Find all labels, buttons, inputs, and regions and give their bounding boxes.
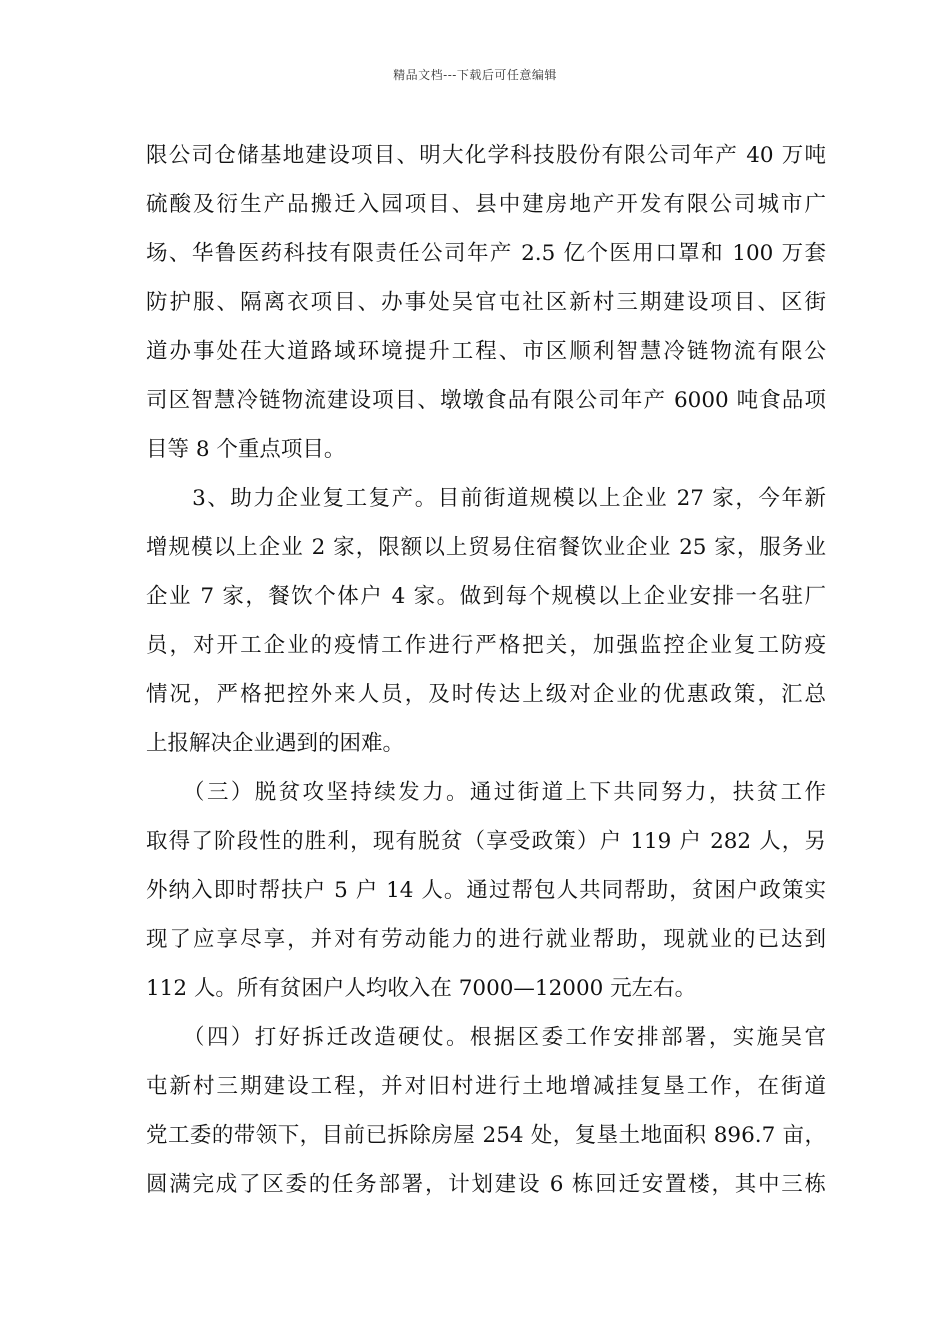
paragraph bbox=[146, 131, 826, 474]
text-line: 取得了阶段性的胜利，现有脱贫（享受政策）户 119 户 282 人，另 bbox=[146, 829, 826, 854]
text-line: 场、华鲁医药科技有限责任公司年产 2.5 亿个医用口罩和 100 万套 bbox=[146, 241, 826, 266]
page-header: 精品文档---下载后可任意编辑 bbox=[393, 68, 557, 82]
text-line: 硫酸及衍生产品搬迁入园项目、县中建房地产开发有限公司城市广 bbox=[146, 192, 826, 217]
text-line: 屯新村三期建设工程，并对旧村进行土地增减挂复垦工作，在街道 bbox=[146, 1074, 826, 1099]
paragraph bbox=[146, 474, 826, 768]
text-line: 限公司仓储基地建设项目、明大化学科技股份有限公司年产 40 万吨 bbox=[146, 143, 826, 168]
text-line: （三）脱贫攻坚持续发力。通过街道上下共同努力，扶贫工作 bbox=[146, 780, 826, 805]
text-line: 防护服、隔离衣项目、办事处吴官屯社区新村三期建设项目、区街 bbox=[146, 290, 826, 315]
text-line: 情况，严格把控外来人员，及时传达上级对企业的优惠政策，汇总 bbox=[146, 682, 826, 707]
text-line: 上报解决企业遇到的困难。 bbox=[146, 731, 405, 756]
text-line: 112 人。所有贫困户人均收入在 7000—12000 元左右。 bbox=[146, 976, 697, 1001]
document-body bbox=[146, 131, 826, 1209]
text-line: 3、助力企业复工复产。目前街道规模以上企业 27 家，今年新 bbox=[146, 486, 826, 511]
text-line: （四）打好拆迁改造硬仗。根据区委工作安排部署，实施吴官 bbox=[146, 1025, 826, 1050]
text-line: 道办事处茌大道路域环境提升工程、市区顺利智慧冷链物流有限公 bbox=[146, 339, 826, 364]
text-line: 员，对开工企业的疫情工作进行严格把关，加强监控企业复工防疫 bbox=[146, 633, 826, 658]
text-line: 党工委的带领下，目前已拆除房屋 254 处，复垦土地面积 896.7 亩， bbox=[146, 1123, 826, 1148]
text-line: 现了应享尽享，并对有劳动能力的进行就业帮助，现就业的已达到 bbox=[146, 927, 826, 952]
paragraph bbox=[146, 1013, 826, 1209]
text-line: 圆满完成了区委的任务部署，计划建设 6 栋回迁安置楼，其中三栋 bbox=[146, 1172, 826, 1197]
text-line: 增规模以上企业 2 家，限额以上贸易住宿餐饮业企业 25 家，服务业 bbox=[146, 535, 826, 560]
text-line: 外纳入即时帮扶户 5 户 14 人。通过帮包人共同帮助，贫困户政策实 bbox=[146, 878, 826, 903]
text-line: 司区智慧冷链物流建设项目、墩墩食品有限公司年产 6000 吨食品项 bbox=[146, 388, 826, 413]
paragraph bbox=[146, 768, 826, 1013]
text-line: 目等 8 个重点项目。 bbox=[146, 437, 346, 462]
text-line: 企业 7 家，餐饮个体户 4 家。做到每个规模以上企业安排一名驻厂 bbox=[146, 584, 826, 609]
